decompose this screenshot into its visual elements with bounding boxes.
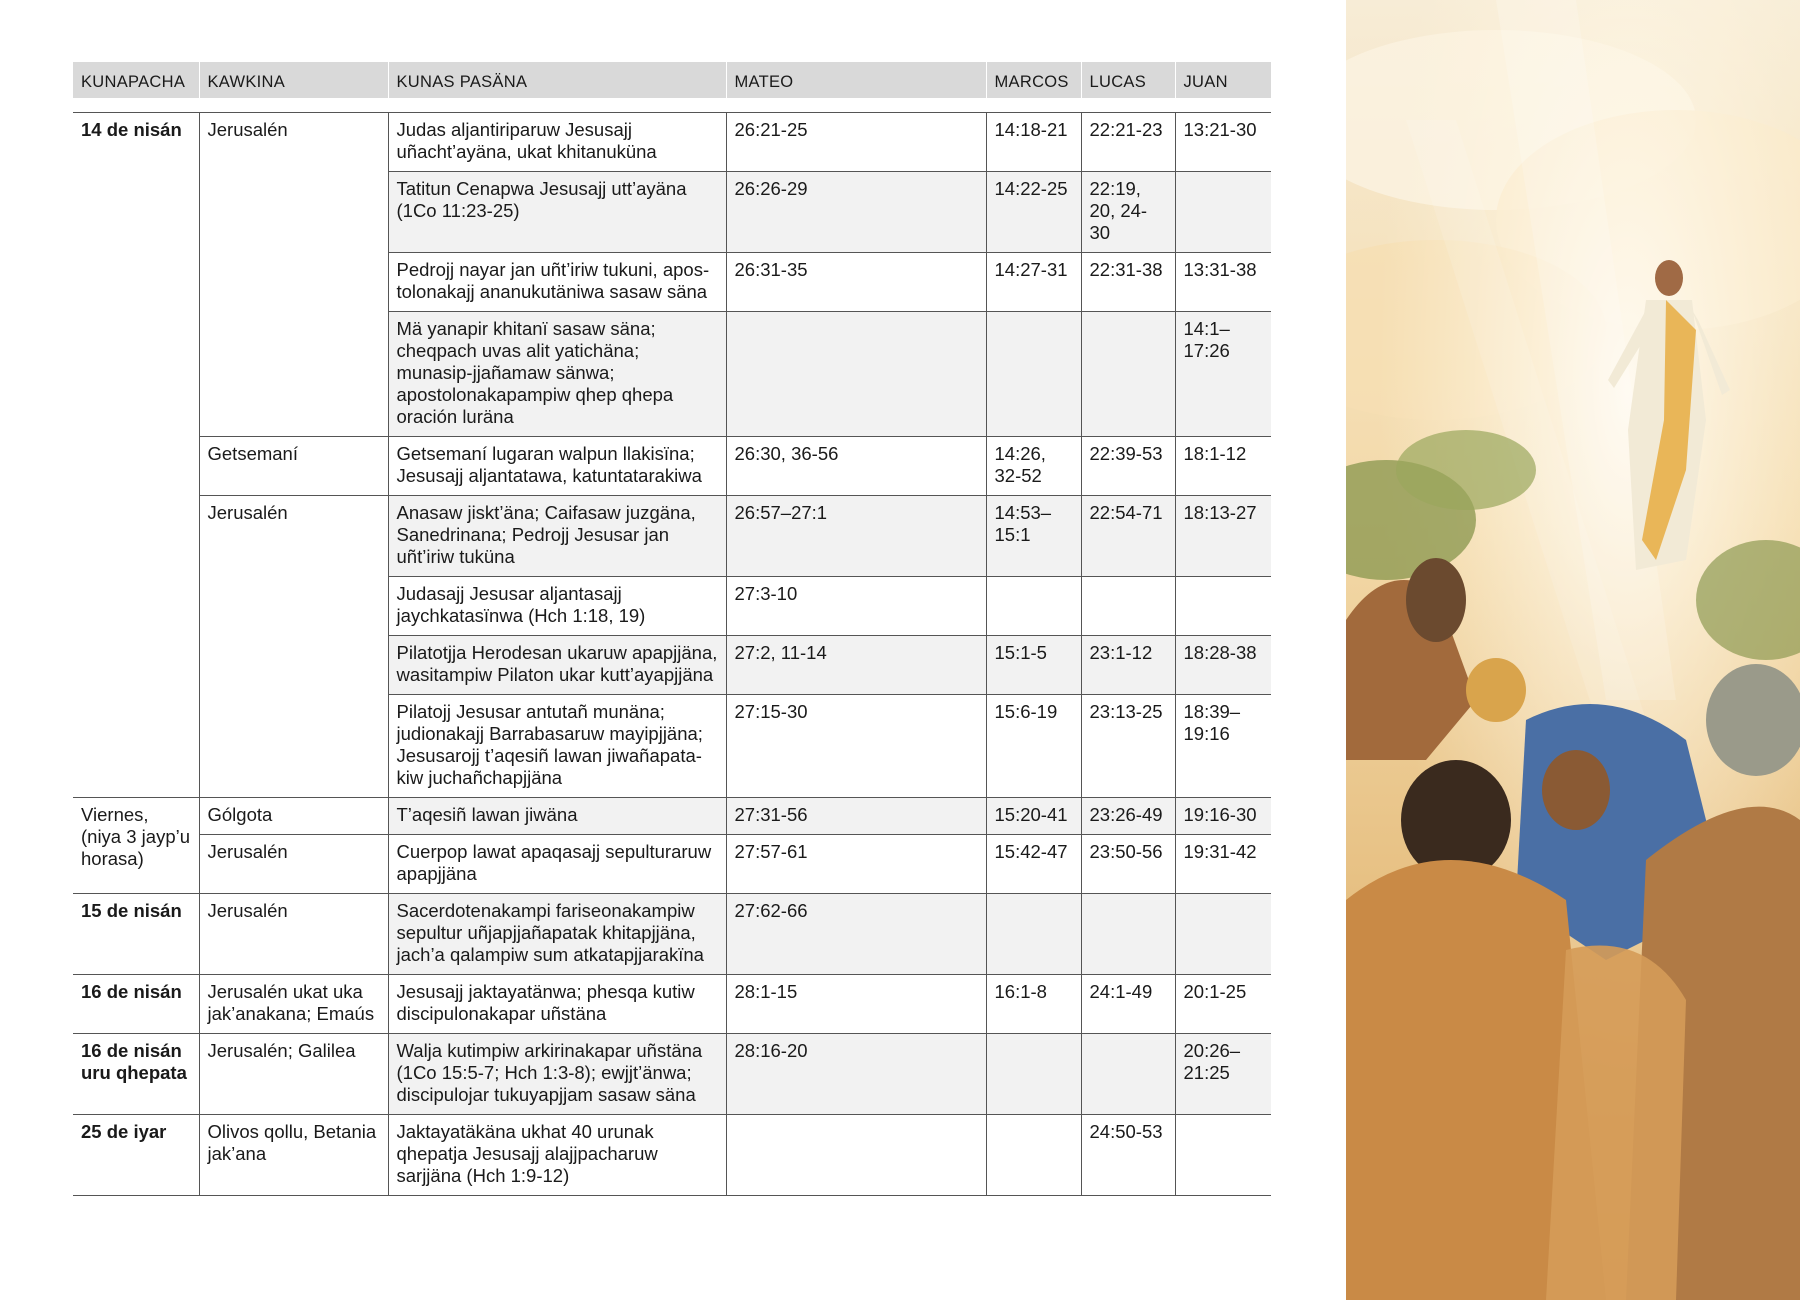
ascension-illustration (1346, 0, 1800, 1300)
cell-event: T’aqesiñ lawan jiwäna (388, 798, 726, 835)
cell-lucas (1081, 1034, 1175, 1115)
cell-marcos: 14:27-31 (986, 253, 1081, 312)
cell-mateo: 26:21-25 (726, 113, 986, 172)
table-row (73, 577, 1271, 636)
cell-event: Pedrojj nayar jan uñt’iriw tukuni, apos-tolonakajj ananukutäniwa sasaw säna (388, 253, 726, 312)
cell-place (199, 253, 388, 312)
cell-place: Getsemaní (199, 437, 388, 496)
cell-lucas: 22:54-71 (1081, 496, 1175, 577)
cell-marcos: 15:20-41 (986, 798, 1081, 835)
table-row (73, 496, 1271, 577)
cell-juan: 13:21-30 (1175, 113, 1271, 172)
cell-lucas: 24:50-53 (1081, 1115, 1175, 1196)
table-row (73, 437, 1271, 496)
cell-mateo (726, 1115, 986, 1196)
table-row (73, 1115, 1271, 1196)
ascension-illustration-svg (1346, 0, 1800, 1300)
cell-place: Jerusalén (199, 894, 388, 975)
cell-event: Mä yanapir khitanï sasaw säna; cheqpach uvas alit yatichäna; munasip-jjañamaw sänwa; apostolonakapampiw qhep qhepa oración luräna (388, 312, 726, 437)
cell-mateo: 26:26-29 (726, 172, 986, 253)
cell-juan: 20:26–21:25 (1175, 1034, 1271, 1115)
cell-place: Jerusalén (199, 835, 388, 894)
cell-date: 15 de nisán (73, 894, 199, 975)
table-row (73, 798, 1271, 835)
cell-place: Jerusalén; Galilea (199, 1034, 388, 1115)
cell-mateo (726, 312, 986, 437)
cell-date (73, 172, 199, 253)
cell-marcos (986, 894, 1081, 975)
cell-event: Jaktayatäkäna ukhat 40 urunak qhepatja Jesusajj alajjpacharuw sarjjäna (Hch 1:9-12) (388, 1115, 726, 1196)
cell-marcos: 14:53–15:1 (986, 496, 1081, 577)
cell-marcos: 14:26, 32-52 (986, 437, 1081, 496)
cell-marcos: 16:1-8 (986, 975, 1081, 1034)
cell-mateo: 27:2, 11-14 (726, 636, 986, 695)
table-row (73, 172, 1271, 253)
cell-lucas: 22:31-38 (1081, 253, 1175, 312)
chronology-table-container (73, 62, 1271, 1196)
cell-place (199, 695, 388, 798)
cell-lucas (1081, 894, 1175, 975)
cell-marcos: 14:18-21 (986, 113, 1081, 172)
cell-event: Walja kutimpiw arkirinakapar uñstäna (1Co 15:5-7; Hch 1:3-8); ewjjt’änwa; discipulojar tukuyapjjam sasaw säna (388, 1034, 726, 1115)
cell-event: Cuerpop lawat apaqasajj sepulturaruw apapjjäna (388, 835, 726, 894)
cell-date (73, 695, 199, 798)
foliage-shape (1396, 430, 1536, 510)
cell-place: Jerusalén ukat uka jak’anakana; Emaús (199, 975, 388, 1034)
table-row (73, 113, 1271, 172)
cell-juan (1175, 894, 1271, 975)
cell-date (73, 636, 199, 695)
header-marcos: MARCOS (986, 62, 1081, 98)
table-row (73, 894, 1271, 975)
cell-juan (1175, 172, 1271, 253)
cell-mateo: 27:15-30 (726, 695, 986, 798)
cell-event: Tatitun Cenapwa Jesusajj utt’ayäna (1Co 11:23-25) (388, 172, 726, 253)
cell-juan (1175, 577, 1271, 636)
cell-marcos: 15:1-5 (986, 636, 1081, 695)
chronology-table (73, 62, 1271, 1196)
cell-mateo: 27:3-10 (726, 577, 986, 636)
table-row (73, 835, 1271, 894)
cell-lucas (1081, 312, 1175, 437)
cell-marcos: 14:22-25 (986, 172, 1081, 253)
table-row (73, 695, 1271, 798)
cell-place: Olivos qollu, Betania jak’ana (199, 1115, 388, 1196)
cell-place (199, 577, 388, 636)
cell-date: 16 de nisán uru qhepata (73, 1034, 199, 1115)
cell-juan: 18:28-38 (1175, 636, 1271, 695)
cell-juan: 19:31-42 (1175, 835, 1271, 894)
header-juan: JUAN (1175, 62, 1271, 98)
table-row (73, 1034, 1271, 1115)
cell-lucas: 23:26-49 (1081, 798, 1175, 835)
cell-date: Viernes, (niya 3 jayp’u horasa) (73, 798, 199, 894)
cell-date: 25 de iyar (73, 1115, 199, 1196)
cell-marcos: 15:42-47 (986, 835, 1081, 894)
cell-date (73, 312, 199, 437)
cell-lucas: 24:1-49 (1081, 975, 1175, 1034)
cell-mateo: 28:16-20 (726, 1034, 986, 1115)
cell-mateo: 28:1-15 (726, 975, 986, 1034)
cell-date: 16 de nisán (73, 975, 199, 1034)
cell-place: Jerusalén (199, 496, 388, 577)
cell-marcos: 15:6-19 (986, 695, 1081, 798)
cell-marcos (986, 1034, 1081, 1115)
cell-place (199, 636, 388, 695)
table-header-row (73, 62, 1271, 98)
cell-event: Judasajj Jesusar aljantasajj jaychkatasïnwa (Hch 1:18, 19) (388, 577, 726, 636)
cell-marcos (986, 577, 1081, 636)
cell-mateo: 26:57–27:1 (726, 496, 986, 577)
cell-lucas: 22:19, 20, 24-30 (1081, 172, 1175, 253)
cell-mateo: 27:31-56 (726, 798, 986, 835)
cell-juan: 18:1-12 (1175, 437, 1271, 496)
cell-event: Judas aljantiriparuw Jesusajj uñacht’ayäna, ukat khitanuküna (388, 113, 726, 172)
cell-date (73, 437, 199, 496)
cell-event: Jesusajj jaktayatänwa; phesqa kutiw discipulonakapar uñstäna (388, 975, 726, 1034)
cell-mateo: 26:30, 36-56 (726, 437, 986, 496)
cell-date (73, 577, 199, 636)
cell-marcos (986, 312, 1081, 437)
cell-marcos (986, 1115, 1081, 1196)
cell-juan: 14:1–17:26 (1175, 312, 1271, 437)
header-kawkina: KAWKINA (199, 62, 388, 98)
cell-event: Pilatojj Jesusar antutañ munäna; judionakajj Barrabasaruw mayipjjäna; Jesusarojj t’aqesiñ lawan jiwañapata-kiw juchañchapjjäna (388, 695, 726, 798)
cell-juan: 18:39–19:16 (1175, 695, 1271, 798)
table-row (73, 975, 1271, 1034)
cell-place: Jerusalén (199, 113, 388, 172)
cell-lucas: 23:1-12 (1081, 636, 1175, 695)
cell-juan: 13:31-38 (1175, 253, 1271, 312)
cell-lucas: 23:50-56 (1081, 835, 1175, 894)
cell-juan: 18:13-27 (1175, 496, 1271, 577)
cell-juan: 20:1-25 (1175, 975, 1271, 1034)
cell-event: Pilatotjja Herodesan ukaruw apapjjäna, wasitampiw Pilaton ukar kutt’ayapjjäna (388, 636, 726, 695)
cell-date (73, 496, 199, 577)
header-lucas: LUCAS (1081, 62, 1175, 98)
cell-place (199, 312, 388, 437)
cell-juan: 19:16-30 (1175, 798, 1271, 835)
table-row (73, 253, 1271, 312)
cell-event: Anasaw jiskt’äna; Caifasaw juzgäna, Sanedrinana; Pedrojj Jesusar jan uñt’iriw tuküna (388, 496, 726, 577)
cell-mateo: 27:62-66 (726, 894, 986, 975)
cell-event: Getsemaní lugaran walpun llakisïna; Jesusajj aljantatawa, katuntatarakiwa (388, 437, 726, 496)
cell-date (73, 253, 199, 312)
table-row (73, 312, 1271, 437)
cell-event: Sacerdotenakampi fariseonakampiw sepultur uñjapjjañapatak khitapjjäna, jach’a qalampiw sum atkatapjjarakïna (388, 894, 726, 975)
cell-lucas: 22:39-53 (1081, 437, 1175, 496)
header-kunapacha: KUNAPACHA (73, 62, 199, 98)
cell-place: Gólgota (199, 798, 388, 835)
cell-date: 14 de nisán (73, 113, 199, 172)
header-kunas-pasana: KUNAS PASÄNA (388, 62, 726, 98)
table-row (73, 636, 1271, 695)
header-mateo: MATEO (726, 62, 986, 98)
cell-mateo: 27:57-61 (726, 835, 986, 894)
cell-juan (1175, 1115, 1271, 1196)
cell-lucas: 23:13-25 (1081, 695, 1175, 798)
header-spacer-row (73, 98, 1271, 113)
cell-mateo: 26:31-35 (726, 253, 986, 312)
cell-lucas (1081, 577, 1175, 636)
cell-place (199, 172, 388, 253)
cell-lucas: 22:21-23 (1081, 113, 1175, 172)
